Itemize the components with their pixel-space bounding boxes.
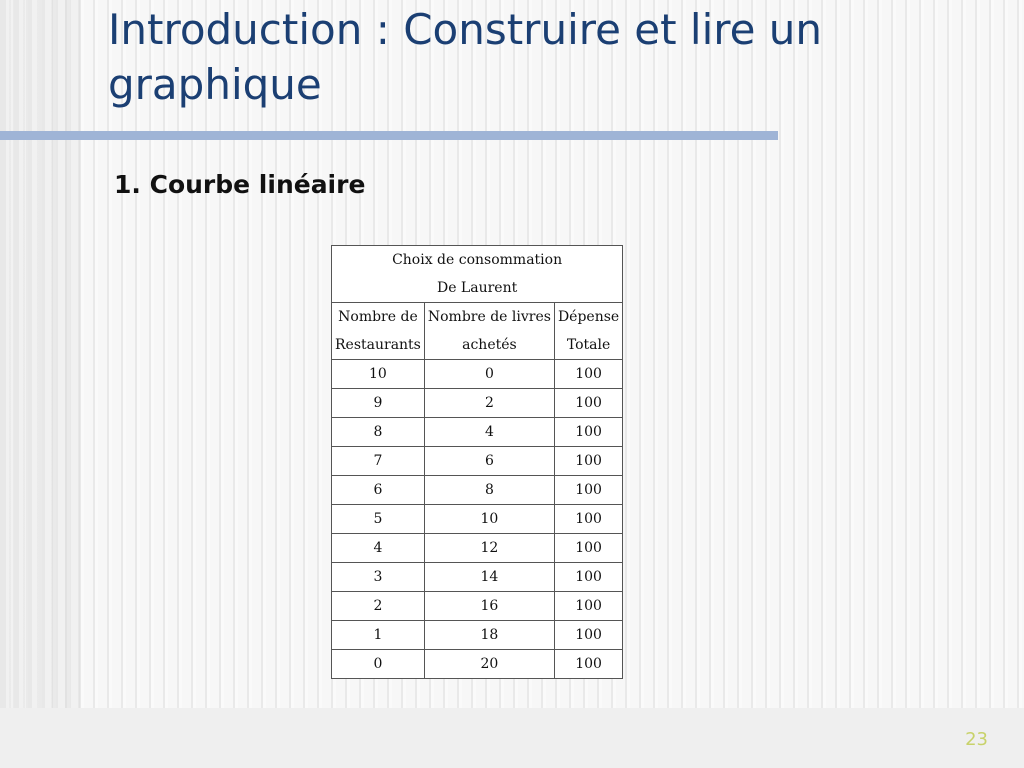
table-cell-total: 100 (554, 360, 622, 389)
table-cell-books: 14 (424, 563, 554, 592)
column-header-line: Totale (566, 337, 611, 353)
table-cell-total: 100 (554, 563, 622, 592)
table-cell-total: 100 (554, 447, 622, 476)
column-header-line: Dépense (557, 309, 620, 325)
table-cell-total: 100 (554, 534, 622, 563)
table-cell-restaurants: 5 (332, 505, 425, 534)
table-cell-total: 100 (554, 650, 622, 679)
table-cell-books: 4 (424, 418, 554, 447)
slide-title: Introduction : Construire et lire un graphique (108, 5, 823, 109)
table-cell-books: 2 (424, 389, 554, 418)
table-caption-line1: Choix de consommation (392, 252, 563, 268)
table-cell-total: 100 (554, 418, 622, 447)
table-row (332, 418, 623, 447)
table-cell-total: 100 (554, 476, 622, 505)
column-header-line: achetés (462, 337, 517, 353)
table-cell-books: 8 (424, 476, 554, 505)
table-row (332, 621, 623, 650)
background-stripes (0, 0, 80, 708)
table-cell-books: 6 (424, 447, 554, 476)
table-caption (332, 246, 623, 303)
table-cell-books: 12 (424, 534, 554, 563)
column-header-restaurants (332, 303, 425, 360)
table-cell-books: 0 (424, 360, 554, 389)
column-header-books (424, 303, 554, 360)
table-row (332, 534, 623, 563)
table-row (332, 389, 623, 418)
table-cell-books: 16 (424, 592, 554, 621)
table-row (332, 447, 623, 476)
table-cell-restaurants: 6 (332, 476, 425, 505)
table-row (332, 650, 623, 679)
table-cell-restaurants: 7 (332, 447, 425, 476)
table-cell-restaurants: 2 (332, 592, 425, 621)
column-header-line: Restaurants (335, 337, 421, 353)
table-cell-total: 100 (554, 592, 622, 621)
column-header-line: Nombre de livres (427, 309, 551, 325)
title-divider (0, 131, 778, 140)
table-cell-total: 100 (554, 505, 622, 534)
table-caption-row (332, 246, 623, 303)
footer-band (0, 708, 1024, 768)
table-cell-books: 20 (424, 650, 554, 679)
table-cell-restaurants: 3 (332, 563, 425, 592)
page-number: 23 (965, 729, 988, 750)
section-subtitle: 1. Courbe linéaire (114, 170, 366, 199)
table-cell-restaurants: 9 (332, 389, 425, 418)
table-cell-restaurants: 8 (332, 418, 425, 447)
table-cell-total: 100 (554, 389, 622, 418)
table-row (332, 592, 623, 621)
table-cell-total: 100 (554, 621, 622, 650)
table-cell-restaurants: 0 (332, 650, 425, 679)
table-cell-restaurants: 4 (332, 534, 425, 563)
table-row (332, 563, 623, 592)
table-cell-books: 10 (424, 505, 554, 534)
column-header-total (554, 303, 622, 360)
table-header-row (332, 303, 623, 360)
table-caption-line2: De Laurent (436, 280, 518, 296)
column-header-line: Nombre de (338, 309, 418, 325)
table-row (332, 505, 623, 534)
table-cell-restaurants: 1 (332, 621, 425, 650)
table-row (332, 476, 623, 505)
consumption-table (331, 245, 623, 679)
table-cell-restaurants: 10 (332, 360, 425, 389)
table-row (332, 360, 623, 389)
table-cell-books: 18 (424, 621, 554, 650)
